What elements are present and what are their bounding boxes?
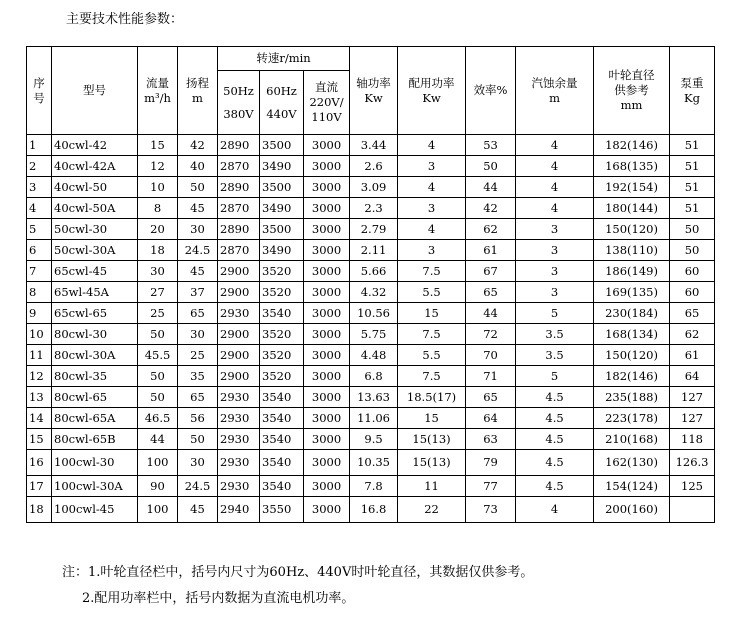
table-cell: 186(149)	[594, 261, 670, 282]
table-cell: 15	[27, 429, 52, 450]
table-cell: 2890	[218, 177, 260, 198]
table-header	[27, 47, 715, 135]
table-row	[27, 387, 715, 408]
table-cell: 8	[138, 198, 178, 219]
table-cell: 11	[398, 476, 466, 497]
table-cell: 65cwl-65	[52, 303, 138, 324]
table-cell: 118	[670, 429, 715, 450]
table-cell: 182(146)	[594, 366, 670, 387]
table-cell: 2930	[218, 450, 260, 476]
table-cell: 3540	[260, 450, 304, 476]
table-cell: 2900	[218, 345, 260, 366]
table-cell: 168(135)	[594, 156, 670, 177]
table-cell: 138(110)	[594, 240, 670, 261]
table-cell: 17	[27, 476, 52, 497]
table-cell: 51	[670, 198, 715, 219]
table-cell: 3540	[260, 429, 304, 450]
table-cell: 4.32	[350, 282, 398, 303]
table-cell: 7.5	[398, 261, 466, 282]
table-cell: 2900	[218, 261, 260, 282]
table-cell: 4	[27, 198, 52, 219]
table-cell: 10.56	[350, 303, 398, 324]
table-cell: 62	[670, 324, 715, 345]
table-cell: 3.44	[350, 135, 398, 156]
table-cell: 168(134)	[594, 324, 670, 345]
table-row	[27, 303, 715, 324]
table-cell: 64	[466, 408, 516, 429]
table-row	[27, 156, 715, 177]
table-cell: 37	[178, 282, 218, 303]
table-cell: 7.5	[398, 324, 466, 345]
table-cell: 3000	[304, 261, 350, 282]
table-cell: 169(135)	[594, 282, 670, 303]
table-cell: 4.5	[516, 476, 594, 497]
table-cell: 2870	[218, 240, 260, 261]
table-cell: 230(184)	[594, 303, 670, 324]
table-cell: 70	[466, 345, 516, 366]
table-cell: 7	[27, 261, 52, 282]
table-cell: 24.5	[178, 476, 218, 497]
table-cell: 4	[398, 135, 466, 156]
table-row	[27, 450, 715, 476]
table-cell: 61	[670, 345, 715, 366]
table-cell: 15	[138, 135, 178, 156]
col-no-header: 序号	[27, 47, 52, 135]
table-cell: 12	[27, 366, 52, 387]
table-cell: 64	[670, 366, 715, 387]
table-cell: 24.5	[178, 240, 218, 261]
table-cell: 3000	[304, 198, 350, 219]
table-cell: 1	[27, 135, 52, 156]
table-cell: 3540	[260, 387, 304, 408]
table-cell: 182(146)	[594, 135, 670, 156]
table-cell: 80cwl-30	[52, 324, 138, 345]
table-cell: 60	[670, 282, 715, 303]
table-cell: 127	[670, 387, 715, 408]
table-cell: 3000	[304, 450, 350, 476]
table-cell: 13	[27, 387, 52, 408]
table-cell: 3.09	[350, 177, 398, 198]
table-cell: 3540	[260, 303, 304, 324]
table-cell: 2890	[218, 135, 260, 156]
table-cell: 3000	[304, 282, 350, 303]
table-cell: 80cwl-30A	[52, 345, 138, 366]
table-cell: 42	[178, 135, 218, 156]
table-cell: 65	[178, 303, 218, 324]
table-cell: 3000	[304, 219, 350, 240]
table-cell: 16	[27, 450, 52, 476]
table-cell: 50cwl-30	[52, 219, 138, 240]
table-cell: 162(130)	[594, 450, 670, 476]
table-cell: 4.5	[516, 429, 594, 450]
table-cell: 15(13)	[398, 450, 466, 476]
table-cell: 60	[670, 261, 715, 282]
table-cell: 154(124)	[594, 476, 670, 497]
table-cell: 6	[27, 240, 52, 261]
table-cell: 192(154)	[594, 177, 670, 198]
performance-table	[26, 46, 715, 523]
table-cell: 4.5	[516, 408, 594, 429]
col-flow-header: 流量 m³/h	[138, 47, 178, 135]
table-cell: 50	[178, 429, 218, 450]
table-cell: 27	[138, 282, 178, 303]
table-cell: 65	[670, 303, 715, 324]
table-cell: 2940	[218, 497, 260, 523]
table-cell: 2.11	[350, 240, 398, 261]
table-cell: 50	[138, 366, 178, 387]
col-shaft-power-header: 轴功率 Kw	[350, 47, 398, 135]
table-cell: 4	[516, 198, 594, 219]
table-cell: 73	[466, 497, 516, 523]
table-cell: 3	[516, 261, 594, 282]
table-cell: 65	[178, 387, 218, 408]
table-cell: 15	[398, 303, 466, 324]
table-cell: 100cwl-30	[52, 450, 138, 476]
table-cell: 3.5	[516, 345, 594, 366]
table-cell: 40cwl-42	[52, 135, 138, 156]
table-cell: 3.5	[516, 324, 594, 345]
table-cell: 65	[466, 282, 516, 303]
col-efficiency-header: 效率%	[466, 47, 516, 135]
table-cell: 65cwl-45	[52, 261, 138, 282]
table-cell: 3500	[260, 219, 304, 240]
table-cell: 80cwl-65	[52, 387, 138, 408]
table-cell: 16.8	[350, 497, 398, 523]
table-cell: 65	[466, 387, 516, 408]
table-row	[27, 282, 715, 303]
table-cell: 3000	[304, 177, 350, 198]
table-cell: 9	[27, 303, 52, 324]
table-cell: 3540	[260, 476, 304, 497]
table-row	[27, 324, 715, 345]
table-cell: 7.8	[350, 476, 398, 497]
table-cell: 12	[138, 156, 178, 177]
table-cell: 3000	[304, 366, 350, 387]
table-row	[27, 429, 715, 450]
table-cell: 3000	[304, 476, 350, 497]
table-cell: 25	[178, 345, 218, 366]
table-row	[27, 219, 715, 240]
table-cell: 67	[466, 261, 516, 282]
table-cell: 4	[516, 135, 594, 156]
table-cell: 62	[466, 219, 516, 240]
table-cell: 3490	[260, 240, 304, 261]
table-cell: 40cwl-42A	[52, 156, 138, 177]
table-cell: 150(120)	[594, 345, 670, 366]
table-cell: 5	[516, 303, 594, 324]
table-cell: 51	[670, 177, 715, 198]
table-cell: 18	[138, 240, 178, 261]
table-cell: 3	[516, 240, 594, 261]
col-speed-dc-header: 直流 220V/ 110V	[304, 71, 350, 135]
table-row	[27, 476, 715, 497]
table-cell: 6.8	[350, 366, 398, 387]
table-cell: 2890	[218, 219, 260, 240]
table-cell: 10.35	[350, 450, 398, 476]
table-cell: 210(168)	[594, 429, 670, 450]
table-cell: 3000	[304, 408, 350, 429]
table-body	[27, 135, 715, 523]
table-cell: 15(13)	[398, 429, 466, 450]
table-cell: 235(188)	[594, 387, 670, 408]
table-cell: 3000	[304, 156, 350, 177]
table-cell: 80cwl-65B	[52, 429, 138, 450]
table-cell: 5.66	[350, 261, 398, 282]
table-row	[27, 408, 715, 429]
section-title: 主要技术性能参数：	[66, 12, 184, 27]
table-cell: 3	[516, 282, 594, 303]
table-cell: 10	[27, 324, 52, 345]
table-cell: 50	[466, 156, 516, 177]
table-cell: 3520	[260, 366, 304, 387]
table-cell: 40cwl-50	[52, 177, 138, 198]
table-cell: 2930	[218, 429, 260, 450]
table-cell: 2	[27, 156, 52, 177]
table-cell: 3520	[260, 345, 304, 366]
table-cell: 18	[27, 497, 52, 523]
footnote-1: 注：1.叶轮直径栏中，括号内尺寸为60Hz、440V时叶轮直径，其数据仅供参考。	[62, 565, 534, 580]
table-cell: 3550	[260, 497, 304, 523]
table-cell: 50	[138, 324, 178, 345]
table-cell: 3000	[304, 135, 350, 156]
col-motor-power-header: 配用功率 Kw	[398, 47, 466, 135]
table-cell: 2930	[218, 408, 260, 429]
table-cell: 11.06	[350, 408, 398, 429]
table-cell: 3	[27, 177, 52, 198]
table-cell: 13.63	[350, 387, 398, 408]
table-cell: 80cwl-35	[52, 366, 138, 387]
table-cell: 150(120)	[594, 219, 670, 240]
table-cell: 45	[178, 261, 218, 282]
table-cell: 44	[138, 429, 178, 450]
table-cell: 45.5	[138, 345, 178, 366]
table-cell: 50	[670, 240, 715, 261]
table-cell: 100	[138, 497, 178, 523]
table-cell: 25	[138, 303, 178, 324]
table-cell: 8	[27, 282, 52, 303]
table-cell: 3000	[304, 324, 350, 345]
table-row	[27, 366, 715, 387]
table-cell: 51	[670, 156, 715, 177]
table-cell: 14	[27, 408, 52, 429]
table-cell: 223(178)	[594, 408, 670, 429]
table-cell: 44	[466, 177, 516, 198]
table-cell: 65wl-45A	[52, 282, 138, 303]
table-cell: 5.75	[350, 324, 398, 345]
table-cell: 7.5	[398, 366, 466, 387]
table-cell: 30	[178, 324, 218, 345]
table-cell: 44	[466, 303, 516, 324]
table-cell: 30	[138, 261, 178, 282]
table-cell: 3000	[304, 497, 350, 523]
col-weight-header: 泵重 Kg	[670, 47, 715, 135]
col-speed-header: 转速r/min	[218, 47, 350, 71]
table-cell: 2.6	[350, 156, 398, 177]
table-cell: 4	[516, 177, 594, 198]
table-cell: 10	[138, 177, 178, 198]
table-cell: 71	[466, 366, 516, 387]
table-cell: 4.5	[516, 450, 594, 476]
table-cell: 3520	[260, 261, 304, 282]
table-cell: 11	[27, 345, 52, 366]
table-cell: 100cwl-45	[52, 497, 138, 523]
table-cell: 61	[466, 240, 516, 261]
table-cell: 42	[466, 198, 516, 219]
col-model-header: 型号	[52, 47, 138, 135]
table-cell: 200(160)	[594, 497, 670, 523]
table-cell: 53	[466, 135, 516, 156]
table-row	[27, 135, 715, 156]
table-cell: 3000	[304, 345, 350, 366]
table-cell: 3540	[260, 408, 304, 429]
table-cell: 3490	[260, 156, 304, 177]
table-cell: 50	[178, 177, 218, 198]
table-cell: 2870	[218, 156, 260, 177]
table-cell: 2930	[218, 303, 260, 324]
table-cell: 46.5	[138, 408, 178, 429]
table-row	[27, 497, 715, 523]
table-cell: 80cwl-65A	[52, 408, 138, 429]
table-cell: 4	[516, 156, 594, 177]
table-cell: 3490	[260, 198, 304, 219]
table-cell: 4.5	[516, 387, 594, 408]
table-cell: 127	[670, 408, 715, 429]
table-cell: 126.3	[670, 450, 715, 476]
table-cell: 4	[398, 219, 466, 240]
col-npsh-header: 汽蚀余量 m	[516, 47, 594, 135]
table-cell: 3500	[260, 135, 304, 156]
table-cell: 30	[178, 450, 218, 476]
table-cell: 40	[178, 156, 218, 177]
table-cell: 3000	[304, 429, 350, 450]
table-cell: 15	[398, 408, 466, 429]
table-cell: 5.5	[398, 345, 466, 366]
table-row	[27, 345, 715, 366]
table-cell: 2.3	[350, 198, 398, 219]
table-cell	[670, 497, 715, 523]
table-cell: 40cwl-50A	[52, 198, 138, 219]
table-row	[27, 261, 715, 282]
col-speed-60hz-header: 60Hz 440V	[260, 71, 304, 135]
table-cell: 63	[466, 429, 516, 450]
col-speed-50hz-header: 50Hz 380V	[218, 71, 260, 135]
table-cell: 30	[178, 219, 218, 240]
table-cell: 56	[178, 408, 218, 429]
table-cell: 2870	[218, 198, 260, 219]
table-cell: 3	[398, 156, 466, 177]
table-cell: 5.5	[398, 282, 466, 303]
table-cell: 45	[178, 198, 218, 219]
table-cell: 50cwl-30A	[52, 240, 138, 261]
table-cell: 4	[516, 497, 594, 523]
col-impeller-header: 叶轮直径 供参考 mm	[594, 47, 670, 135]
table-cell: 22	[398, 497, 466, 523]
table-cell: 50	[670, 219, 715, 240]
table-cell: 3500	[260, 177, 304, 198]
table-cell: 2.79	[350, 219, 398, 240]
table-cell: 2930	[218, 387, 260, 408]
table-cell: 2930	[218, 476, 260, 497]
table-cell: 3000	[304, 387, 350, 408]
table-cell: 77	[466, 476, 516, 497]
table-cell: 4	[398, 177, 466, 198]
table-cell: 3520	[260, 282, 304, 303]
col-head-header: 扬程 m	[178, 47, 218, 135]
table-cell: 50	[138, 387, 178, 408]
table-cell: 51	[670, 135, 715, 156]
table-cell: 3000	[304, 303, 350, 324]
table-cell: 2900	[218, 282, 260, 303]
table-cell: 2900	[218, 366, 260, 387]
table-cell: 3000	[304, 240, 350, 261]
table-cell: 45	[178, 497, 218, 523]
table-cell: 79	[466, 450, 516, 476]
table-cell: 3	[398, 240, 466, 261]
table-cell: 20	[138, 219, 178, 240]
table-row	[27, 198, 715, 219]
table-cell: 72	[466, 324, 516, 345]
table-cell: 100	[138, 450, 178, 476]
table-cell: 125	[670, 476, 715, 497]
table-cell: 180(144)	[594, 198, 670, 219]
footnote-2: 2.配用功率栏中，括号内数据为直流电机功率。	[82, 591, 355, 606]
table-cell: 5	[516, 366, 594, 387]
table-cell: 9.5	[350, 429, 398, 450]
table-cell: 100cwl-30A	[52, 476, 138, 497]
footnotes	[62, 560, 533, 612]
table-cell: 18.5(17)	[398, 387, 466, 408]
table-cell: 90	[138, 476, 178, 497]
table-cell: 3520	[260, 324, 304, 345]
table-cell: 2900	[218, 324, 260, 345]
table-row	[27, 177, 715, 198]
table-row	[27, 240, 715, 261]
table-cell: 5	[27, 219, 52, 240]
table-cell: 35	[178, 366, 218, 387]
table-cell: 3	[516, 219, 594, 240]
table-cell: 3	[398, 198, 466, 219]
table-cell: 4.48	[350, 345, 398, 366]
